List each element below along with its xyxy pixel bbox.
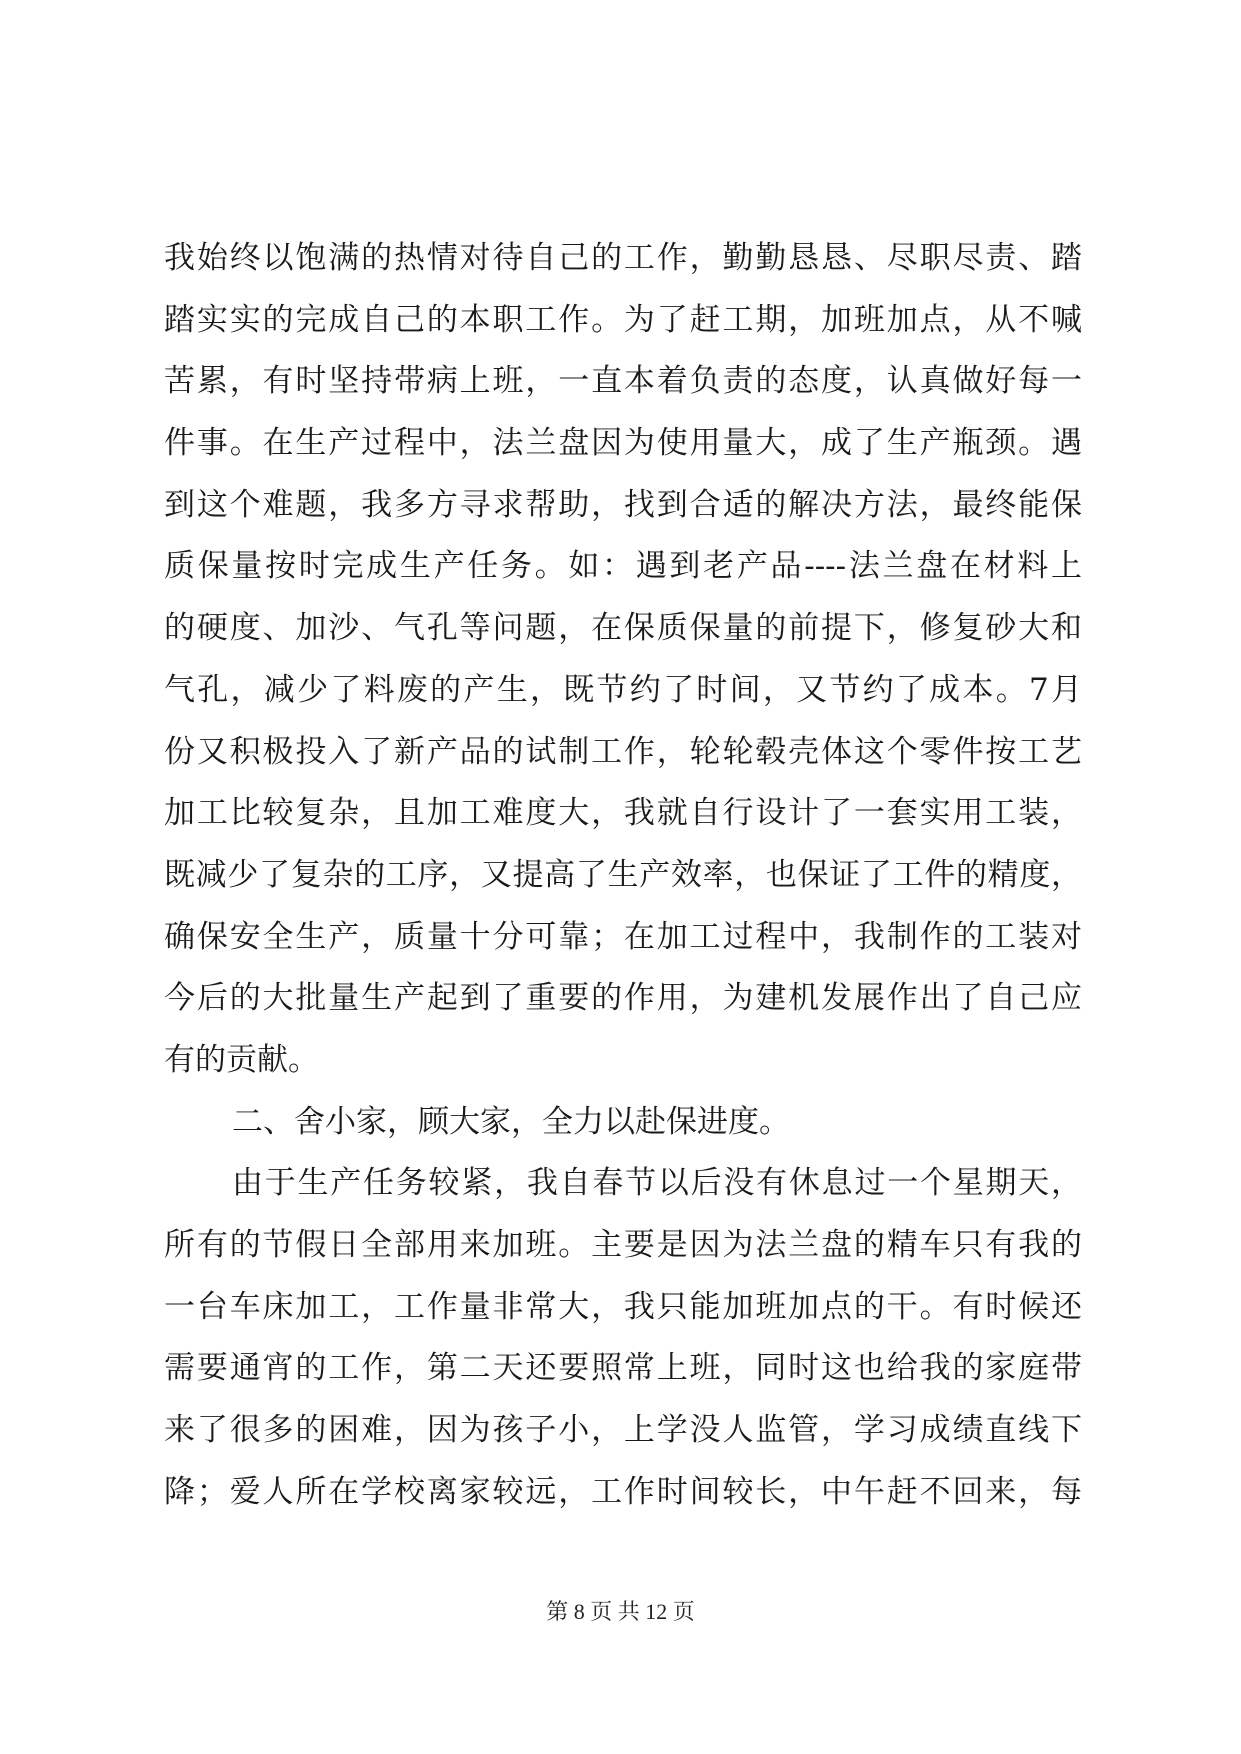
page-footer: 第 8 页 共 12 页: [546, 1599, 695, 1624]
section-heading: 二、舍小家，顾大家，全力以赴保进度。: [232, 1103, 790, 1140]
text-line: 苦累，有时坚持带病上班，一直本着负责的态度，认真做好每一: [164, 363, 1082, 400]
text-line: 来了很多的困难，因为孩子小，上学没人监管，学习成绩直线下: [164, 1412, 1082, 1449]
text-line: 需要通宵的工作，第二天还要照常上班，同时这也给我的家庭带: [164, 1350, 1082, 1387]
text-line: 加工比较复杂，且加工难度大，我就自行设计了一套实用工装，: [164, 795, 1082, 832]
text-line: 降；爱人所在学校离家较远，工作时间较长，中午赶不回来，每: [164, 1473, 1082, 1510]
text-line: 由于生产任务较紧，我自春节以后没有休息过一个星期天，: [232, 1165, 1082, 1202]
text-line: 既减少了复杂的工序，又提高了生产效率，也保证了工件的精度，: [164, 856, 1082, 893]
text-line: 确保安全生产，质量十分可靠；在加工过程中，我制作的工装对: [164, 918, 1082, 955]
text-line: 我始终以饱满的热情对待自己的工作，勤勤恳恳、尽职尽责、踏: [164, 240, 1082, 276]
text-line: 的硬度、加沙、气孔等问题，在保质保量的前提下，修复砂大和: [164, 610, 1082, 647]
text-line: 一台车床加工，工作量非常大，我只能加班加点的干。有时候还: [164, 1288, 1082, 1325]
text-line: 件事。在生产过程中，法兰盘因为使用量大，成了生产瓶颈。遇: [164, 425, 1082, 462]
text-line: 质保量按时完成生产任务。如：遇到老产品----法兰盘在材料上: [164, 548, 1082, 585]
text-line: 有的贡献。: [164, 1041, 319, 1078]
text-line: 今后的大批量生产起到了重要的作用，为建机发展作出了自己应: [164, 980, 1082, 1017]
text-line: 踏实实的完成自己的本职工作。为了赶工期，加班加点，从不喊: [164, 301, 1082, 338]
text-line: 气孔，减少了料废的产生，既节约了时间，又节约了成本。7月: [164, 671, 1082, 708]
text-line: 到这个难题，我多方寻求帮助，找到合适的解决方法，最终能保: [164, 486, 1082, 523]
body-text: [164, 228, 1082, 1523]
text-line: 所有的节假日全部用来加班。主要是因为法兰盘的精车只有我的: [164, 1227, 1082, 1263]
text-line: 份又积极投入了新产品的试制工作，轮轮毂壳体这个零件按工艺: [164, 733, 1082, 770]
